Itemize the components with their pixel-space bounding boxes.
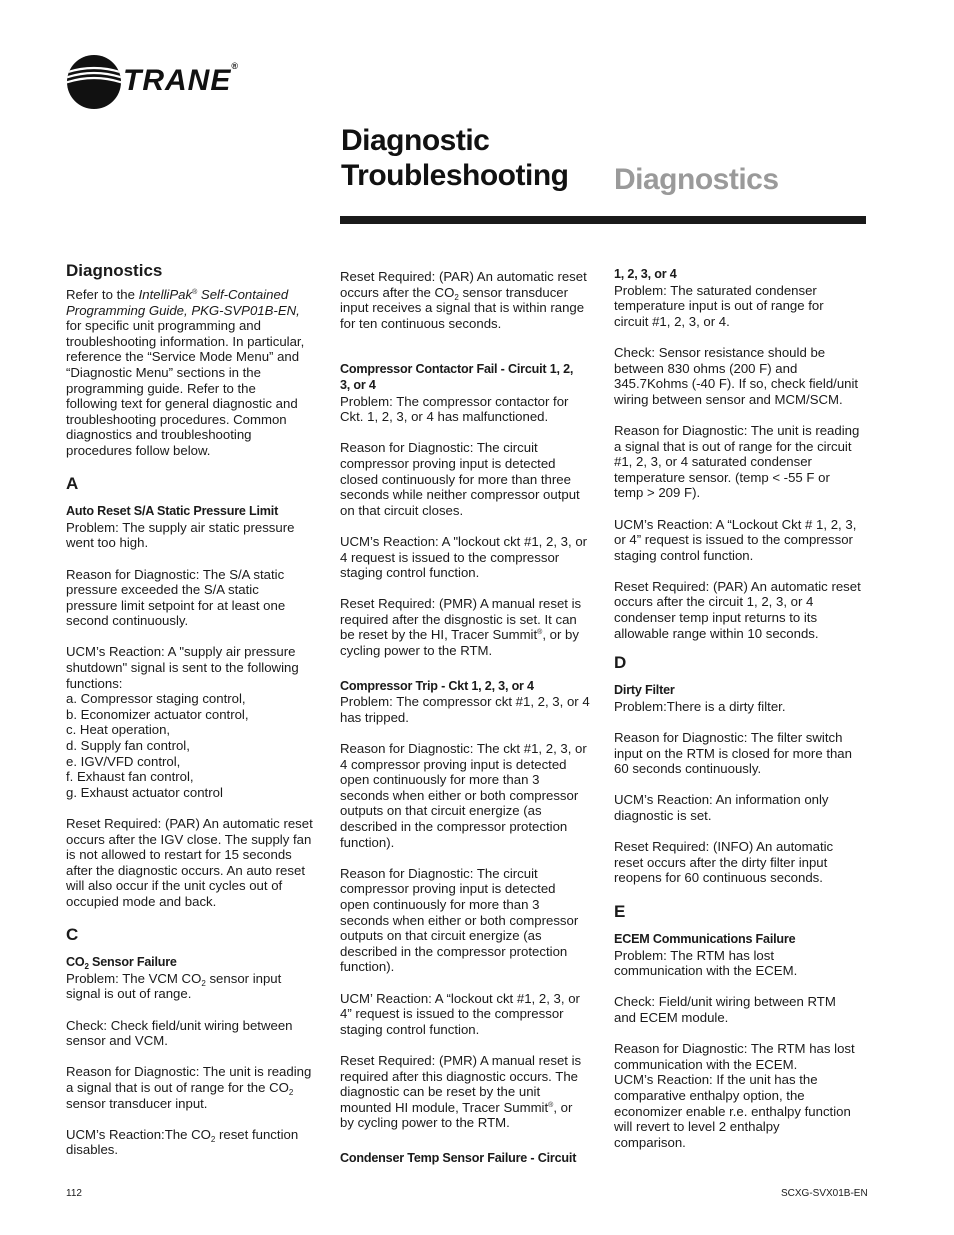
header-rule [340,216,866,224]
letter-heading-e: E [614,901,626,921]
letter-heading-a: A [66,474,79,494]
paragraph: Problem: The compressor ckt #1, 2, 3, or 4 has tripped. [340,694,590,725]
paragraph: Problem: The VCM $CO_2$ sensor input signal is out of range. [66,970,282,1002]
paragraph: Check: Sensor resistance should be between 830 ohms (200 F) and 345.7Kohms (-40 F). If so, check field/unit wiring between sensor and MCM/SCM. [614,344,859,407]
diagnostic-title: ECEM Communications Failure [614,931,796,946]
diagnostic-title: Dirty Filter [614,683,675,698]
paragraph: Reset Required: (PMR) A manual reset is required after the disgnostic is set. It can be reset by the HI, Tracer Summit®, or by cycling power to the RTM. [340,596,582,659]
paragraph: Reason for Diagnostic: The unit is reading a signal that is out of range for the circuit #1, 2, 3, or 4 saturated condenser temperature sensor. (temp < -55 F or temp > 209 F). [614,422,860,501]
letter-heading-c: C [66,925,79,945]
letter-heading-d: D [614,653,627,673]
diagnostic-title: Auto Reset S/A Static Pressure Limit [66,504,279,519]
paragraph: UCM’s Reaction: A "lockout ckt #1, 2, 3, or 4 request is issued to the compressor staging control function. [340,533,588,581]
diagnostic-title: Compressor Trip - Ckt 1, 2, 3, or 4 [340,678,534,693]
trane-logo [66,54,239,110]
paragraph: Reason for Diagnostic: The circuit compressor proving input is detected closed continuously for more than three seconds while neither compressor output on that circuit closes. [340,440,580,518]
paragraph: Reason for Diagnostic: The S/A static pressure exceeded the S/A static pressure limit setpoint for at least one second continuously. [66,566,286,629]
paragraph: Reset Required: (INFO) An automatic reset occurs after the dirty filter input reopens for 60 continuous seconds. [614,839,834,886]
paragraph: Problem: The compressor contactor for Ckt. 1, 2, 3, or 4 has malfunctioned. [340,393,569,425]
paragraph: Reset Required: (PMR) A manual reset is required after this diagnostic occurs. The diagnostic can be reset by the unit mounted HI module, Tracer Summit®, or by cycling power to the RTM. [340,1052,582,1131]
column-2 [340,269,598,1166]
paragraph: UCM’s Reaction: A “Lockout Ckt # 1, 2, 3, or 4” request is issued to the compressor staging control function. [614,516,857,563]
diagnostic-title: 3, or 4 [340,377,376,392]
paragraph: UCM’ Reaction: A “lockout ckt #1, 2, 3, or 4” request is issued to the compressor staging control function. [340,990,580,1037]
document-code: SCXG-SVX01B-EN [781,1188,868,1199]
paragraph: Check: Check field/unit wiring between sensor and VCM. [66,1017,293,1049]
trane-circle-icon [66,54,122,110]
section-subtitle: Diagnostics [614,163,779,196]
paragraph: Reason for Diagnostic: The filter switch input on the RTM is closed for more than 60 seconds continuously. [614,730,852,777]
paragraph: UCM’s Reaction: An information only diagnostic is set. [614,792,829,823]
intro-paragraph: Refer to the IntelliPak® Self-Contained Programming Guide, PKG-SVP01B-EN, for specific unit programming and troubleshooting information. In particular, reference the “Service Mode Menu” and “Diagnostic Menu” sections in the programming guide. Refer to the following text for general diagnostic and troubleshooting procedures. Common diagnostics and troubleshooting procedures follow below. [66,287,305,458]
paragraph: UCM’s Reaction: A "supply air pressure shutdown" signal is sent to the following functions: a. Compressor staging control, b. Economizer actuator control, c. Heat operation, d. Supply fan control, e. IGV/VFD control, f. Exhaust fan control, g. Exhaust actuator control [66,644,299,800]
diagnostic-title: Condenser Temp Sensor Failure - Circuit [340,1150,577,1165]
page-number: 112 [66,1188,82,1199]
page-title: Diagnostic Troubleshooting [341,124,569,192]
paragraph: Problem: The RTM has lost communication with the ECEM. [614,947,798,979]
paragraph: Problem: The supply air static pressure went too high. [66,519,295,551]
paragraph: Reason for Diagnostic: The unit is reading a signal that is out of range for the $CO_2$ sensor transducer input. [66,1064,312,1111]
paragraph: Reset Required: (PAR) An automatic reset occurs after the IGV close. The supply fan is not allowed to restart for 15 seconds after the diagnostic occurs. An auto reset will also occur if the unit cycles out of occupied mode and back. [66,816,313,909]
section-heading: Diagnostics [66,261,163,280]
paragraph: Problem:There is a dirty filter. [614,698,786,714]
paragraph: Reason for Diagnostic: The ckt #1, 2, 3, or 4 compressor proving input is detected open continuously for more than 3 seconds when either or both compressor outputs on that circuit energize (as described in the compressor protection function). [340,741,587,850]
paragraph: Problem: The saturated condenser temperature input is out of range for circuit #1, 2, 3, or 4. [614,282,824,329]
paragraph: Check: Field/unit wiring between RTM and ECEM module. [614,994,836,1025]
diagnostic-title: 1, 2, 3, or 4 [614,267,677,281]
paragraph: UCM’s Reaction:The $CO_2$ reset function disables. [66,1126,299,1158]
diagnostic-title: $CO_2$ Sensor Failure [66,955,177,972]
paragraph: Reset Required: (PAR) An automatic reset occurs after the circuit 1, 2, 3, or 4 condenser temp input returns to its allowable range within 10 seconds. [614,578,861,641]
column-1 [66,261,324,1173]
paragraph: Reason for Diagnostic: The circuit compressor proving input is detected open continuously for more than 3 seconds when either or both compressor outputs on that circuit energize (as described in the compressor protection function). [340,865,579,975]
diagnostic-title: Compressor Contactor Fail - Circuit 1, 2, [340,362,574,377]
paragraph: Reason for Diagnostic: The RTM has lost communication with the ECEM. UCM’s Reaction: If the unit has the comparative enthalpy option, the economizer enable r.e. enthalpy function will revert to level 2 enthalpy comparison. [614,1041,855,1150]
column-3 [614,267,872,1166]
paragraph: Reset Required: (PAR) An automatic reset occurs after the $CO_2$ sensor transducer input receives a signal that is within range for ten continuous seconds. [340,269,587,331]
trane-wordmark: TRANE® [123,61,239,97]
